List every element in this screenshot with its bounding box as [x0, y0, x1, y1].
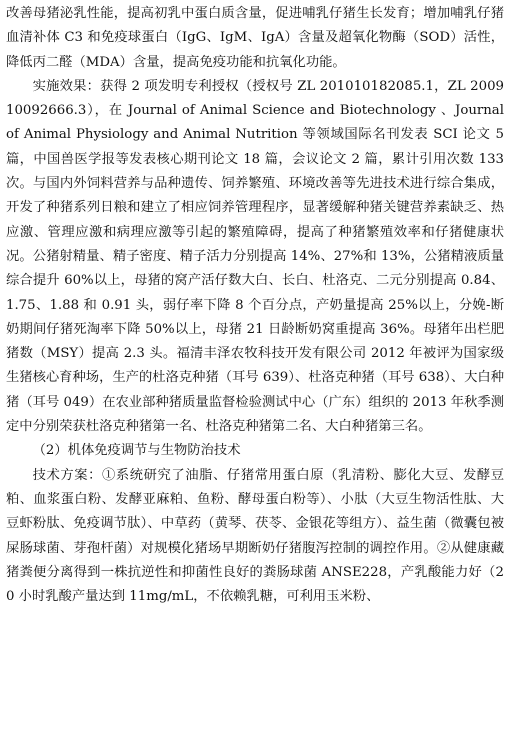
paragraph-sow-lactation: 改善母猪泌乳性能，提高初乳中蛋白质含量，促进哺乳仔猪生长发育；增加哺乳仔猪血清补体 C3 和免疫球蛋白（IgG、IgM、IgA）含量及超氧化物酶（SOD）活性，降低丙二醛（MDA）含量，提高免疫功能和抗氧化功能。	[6, 6, 504, 70]
paragraph-technical-scheme: 技术方案：①系统研究了油脂、仔猪常用蛋白原（乳清粉、膨化大豆、发酵豆粕、血浆蛋白粉、发酵亚麻粕、鱼粉、酵母蛋白粉等）、小肽（大豆生物活性肽、大豆虾粉肽、免疫调节肽）、中草药（黄琴、茯苓、金银花等组方）、益生菌（微囊包被屎肠球菌、芽孢杆菌）对规模化猪场早期断奶仔猪腹泻控制的调控作用。②从健康藏猪粪便分离得到一株抗逆性和抑菌性良好的粪肠球菌 ANSE228，产乳酸能力好（20 小时乳酸产量达到 11mg/mL，不依赖乳糖，可利用玉米粉、	[6, 467, 504, 605]
paragraph-implementation-effect: 实施效果：获得 2 项发明专利授权（授权号 ZL 201010182085.1，ZL 200910092666.3），在 Journal of Animal Science and Biotechnology 、Journal of Animal Physiology and Animal Nutrition 等领域国际名刊发表 SCI 论文 5 篇，中国兽医学报等发表核心期刊论文 18 篇，会议论文 2 篇，累计引用次数 133 次。与国内外饲料营养与品种遗传、饲养繁殖、环境改善等先进技术进行综合集成，开发了种猪系列日粮和建立了相应饲养管理程序，显著缓解种猪关键营养素缺乏、热应激、管理应激和病理应激等引起的繁殖障碍，提高了种猪繁殖效率和仔猪健康状况。公猪射精量、精子密度、精子活力分别提高 14%、27%和 13%，公猪精液质量综合提升 60%以上，母猪的窝产活仔数大白、长白、杜洛克、二元分别提高 0.84、1.75、1.88 和 0.91 头，弱仔率下降 8 个百分点，产奶量提高 25%以上，分娩-断奶期间仔猪死淘率下降 50%以上，母猪 21 日龄断奶窝重提高 36%。母猪年出栏肥猪数（MSY）提高 2.3 头。福清丰泽农牧科技开发有限公司 2012 年被评为国家级生猪核心育种场，生产的杜洛克种猪（耳号 639）、杜洛克种猪（耳号 638）、大白种猪（耳号 049）在农业部种猪质量监督检验测试中心（广东）组织的 2013 年秋季测定中分别荣获杜洛克种猪第一名、杜洛克种猪第二名、大白种猪第三名。	[6, 78, 505, 435]
section-heading: （2）机体免疫调节与生物防治技术	[32, 443, 241, 459]
